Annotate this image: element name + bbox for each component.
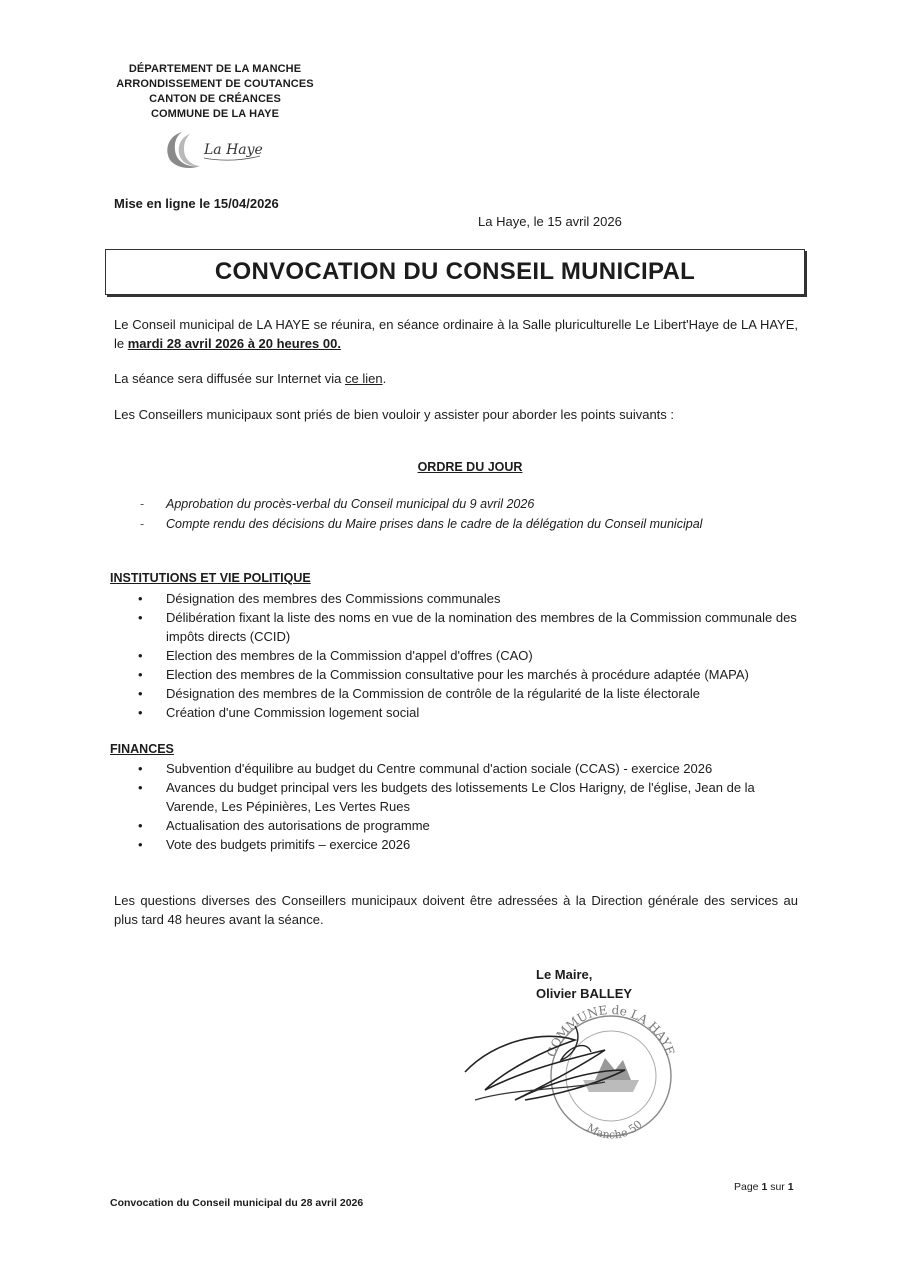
intro-paragraph — [114, 315, 798, 353]
ordre-item — [140, 494, 535, 514]
section-title-institutions: INSTITUTIONS ET VIE POLITIQUE — [110, 571, 311, 585]
dash-marker: - — [140, 497, 145, 511]
list-item: • Création d'une Commission logement social — [0, 703, 798, 722]
list-item: • Désignation des membres de la Commission de contrôle de la régularité de la liste électorale — [0, 684, 798, 703]
header-block — [110, 62, 320, 122]
ordre-item-text: Compte rendu des décisions du Maire prises dans le cadre de la délégation du Conseil municipal — [166, 517, 703, 531]
broadcast-text: La séance sera diffusée sur Internet via — [114, 371, 346, 386]
broadcast-paragraph — [114, 369, 798, 388]
mayor-role: Le Maire, — [536, 967, 593, 982]
header-line: CANTON DE CRÉANCES — [149, 93, 281, 105]
stamp-bottom-text: Manche 50 — [584, 1117, 645, 1140]
page-title: CONVOCATION DU CONSEIL MUNICIPAL — [214, 258, 696, 285]
institutions-list — [0, 589, 798, 722]
header-line: COMMUNE DE LA HAYE — [150, 108, 280, 120]
ordre-item-text: Approbation du procès-verbal du Conseil municipal du 9 avril 2026 — [166, 497, 535, 511]
place-date: La Haye, le 15 avril 2026 — [478, 214, 622, 229]
page-number: Page 1 sur 1 — [734, 1181, 794, 1193]
title-box — [105, 249, 805, 295]
list-item: • Actualisation des autorisations de programme — [0, 816, 798, 835]
intro-text: Le Conseil municipal de LA HAYE se réunira, en séance ordinaire à la Salle pluriculturelle Le Libert'Haye de LA HAYE, le — [114, 317, 798, 351]
finances-list — [0, 759, 798, 854]
header-line: DÉPARTEMENT DE LA MANCHE — [128, 63, 302, 75]
invite-paragraph: Les Conseillers municipaux sont priés de bien vouloir y assister pour aborder les points suivants : — [114, 407, 675, 422]
official-stamp-and-signature — [455, 1000, 685, 1140]
dash-marker: - — [140, 517, 145, 531]
list-item: • Désignation des membres des Commissions communales — [0, 589, 798, 608]
questions-paragraph: Les questions diverses des Conseillers municipaux doivent être adressées à la Direction générale des services au plus tard 48 heures avant la séance. — [114, 893, 798, 927]
broadcast-end: . — [382, 371, 387, 386]
broadcast-link[interactable]: ce lien — [345, 371, 383, 386]
signatory — [536, 965, 632, 1003]
ordre-item — [140, 514, 703, 534]
list-item: • Election des membres de la Commission consultative pour les marchés à procédure adaptée (MAPA) — [0, 665, 798, 684]
meeting-datetime: mardi 28 avril 2026 à 20 heures 00. — [127, 336, 341, 351]
la-haye-logo — [160, 128, 270, 172]
list-item: • Election des membres de la Commission d'appel d'offres (CAO) — [0, 646, 798, 665]
mayor-name: Olivier BALLEY — [536, 986, 633, 1001]
list-item: • Délibération fixant la liste des noms en vue de la nomination des membres de la Commission communale des impôts directs (CCID) — [0, 608, 798, 646]
header-line: ARRONDISSEMENT DE COUTANCES — [116, 78, 314, 90]
list-item: • Subvention d'équilibre au budget du Centre communal d'action sociale (CCAS) - exercice 2026 — [0, 759, 798, 778]
stamp-top-text: COMMUNE de LA HAYE — [544, 1002, 678, 1059]
ordre-du-jour-title: ORDRE DU JOUR — [417, 460, 523, 474]
logo-text: La Haye — [204, 142, 263, 158]
posted-date: Mise en ligne le 15/04/2026 — [114, 196, 279, 211]
section-title-finances: FINANCES — [110, 742, 174, 756]
list-item: • Avances du budget principal vers les budgets des lotissements Le Clos Harigny, de l'église, Jean de la Varende, Les Pépinières, Les Vertes Rues — [0, 778, 798, 816]
page-footer: Convocation du Conseil municipal du 28 avril 2026 — [110, 1197, 364, 1209]
list-item: • Vote des budgets primitifs – exercice 2026 — [0, 835, 798, 854]
